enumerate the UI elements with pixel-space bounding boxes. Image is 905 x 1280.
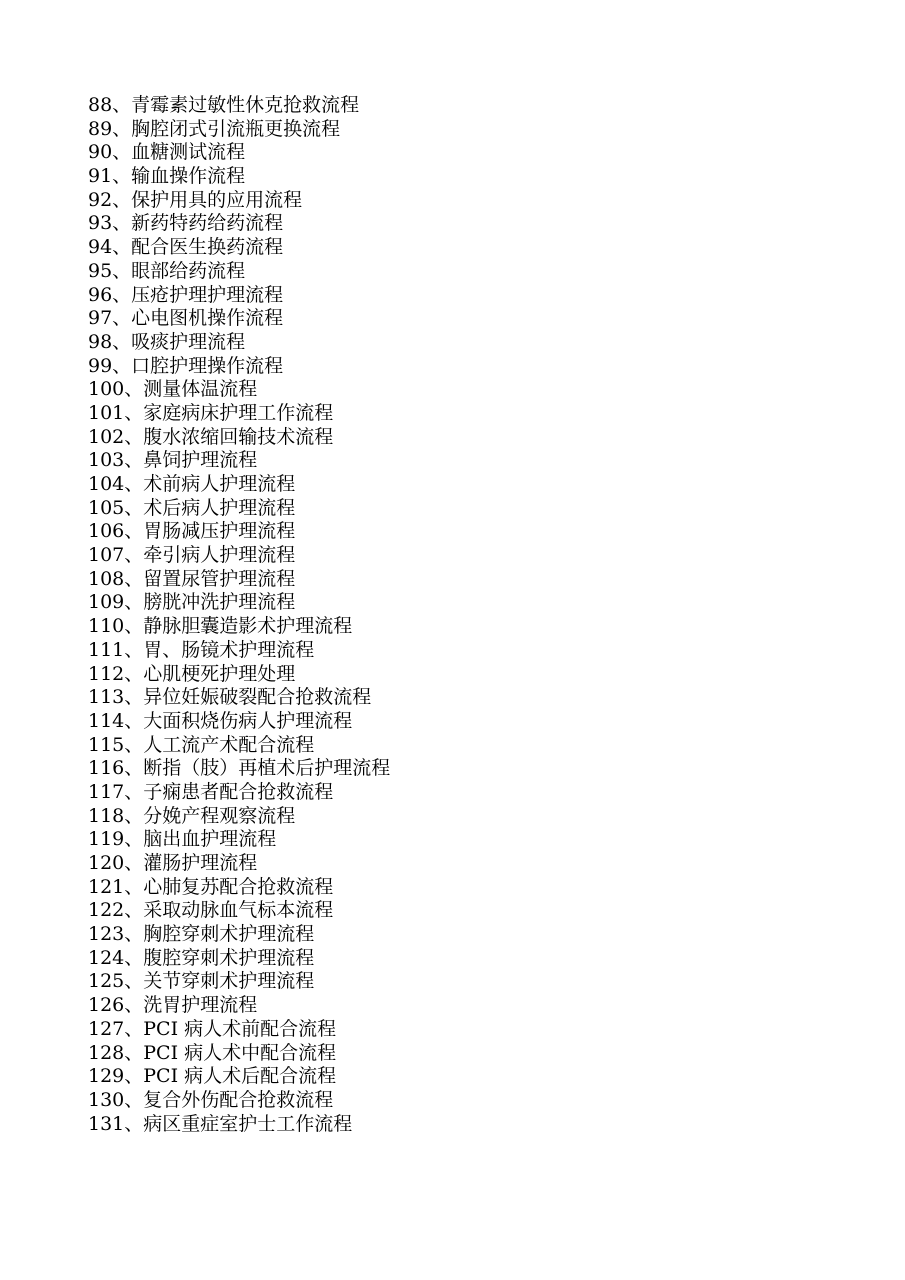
list-item: 113、异位妊娠破裂配合抢救流程 bbox=[88, 686, 372, 709]
list-item: 114、大面积烧伤病人护理流程 bbox=[88, 709, 353, 732]
list-item: 116、断指（肢）再植术后护理流程 bbox=[88, 757, 391, 780]
list-item: 89、胸腔闭式引流瓶更换流程 bbox=[88, 117, 341, 140]
list-item: 104、术前病人护理流程 bbox=[88, 473, 296, 495]
list-item: 110、静脉胆囊造影术护理流程 bbox=[88, 615, 353, 638]
list-item: 131、病区重症室护士工作流程 bbox=[88, 1112, 353, 1135]
list-item: 91、输血操作流程 bbox=[88, 165, 246, 188]
list-item: 94、配合医生换药流程 bbox=[88, 236, 284, 259]
list-item: 107、牵引病人护理流程 bbox=[88, 544, 296, 567]
list-item: 97、心电图机操作流程 bbox=[88, 307, 284, 330]
list-item: 88、青霉素过敏性休克抢救流程 bbox=[88, 94, 360, 116]
list-item: 101、家庭病床护理工作流程 bbox=[88, 401, 334, 424]
list-item: 130、复合外伤配合抢救流程 bbox=[88, 1088, 334, 1111]
list-item: 129、PCI 病人术后配合流程 bbox=[88, 1065, 337, 1088]
list-item: 103、鼻饲护理流程 bbox=[88, 449, 258, 472]
list-item: 119、脑出血护理流程 bbox=[88, 828, 277, 851]
list-item: 120、灌肠护理流程 bbox=[88, 852, 258, 874]
list-item: 112、心肌梗死护理处理 bbox=[88, 662, 296, 685]
list-item: 109、膀胱冲洗护理流程 bbox=[88, 591, 296, 614]
list-item: 106、胃肠减压护理流程 bbox=[88, 520, 296, 543]
list-item: 125、关节穿刺术护理流程 bbox=[88, 970, 315, 993]
list-item: 118、分娩产程观察流程 bbox=[88, 804, 296, 827]
list-item: 126、洗胃护理流程 bbox=[88, 994, 258, 1017]
list-item: 117、子痫患者配合抢救流程 bbox=[88, 780, 334, 803]
list-item: 108、留置尿管护理流程 bbox=[88, 567, 296, 590]
list-item: 115、人工流产术配合流程 bbox=[88, 733, 315, 756]
list-item: 127、PCI 病人术前配合流程 bbox=[88, 1017, 337, 1040]
list-item: 102、腹水浓缩回输技术流程 bbox=[88, 425, 334, 448]
list-item: 96、压疮护理护理流程 bbox=[88, 283, 284, 306]
list-item: 100、测量体温流程 bbox=[88, 378, 258, 401]
list-item: 105、术后病人护理流程 bbox=[88, 496, 296, 519]
list-item: 124、腹腔穿刺术护理流程 bbox=[88, 946, 315, 969]
list-item: 93、新药特药给药流程 bbox=[88, 212, 284, 235]
list-item: 98、吸痰护理流程 bbox=[88, 330, 246, 353]
list-item: 123、胸腔穿刺术护理流程 bbox=[88, 923, 315, 946]
procedure-list bbox=[88, 94, 390, 1136]
list-item: 92、保护用具的应用流程 bbox=[88, 188, 303, 211]
list-item: 121、心肺复苏配合抢救流程 bbox=[88, 875, 334, 898]
list-item: 99、口腔护理操作流程 bbox=[88, 354, 284, 377]
list-item: 128、PCI 病人术中配合流程 bbox=[88, 1041, 337, 1064]
list-item: 90、血糖测试流程 bbox=[88, 141, 246, 164]
list-item: 95、眼部给药流程 bbox=[88, 259, 246, 282]
list-item: 122、采取动脉血气标本流程 bbox=[88, 899, 334, 922]
list-item: 111、胃、肠镜术护理流程 bbox=[88, 638, 315, 661]
